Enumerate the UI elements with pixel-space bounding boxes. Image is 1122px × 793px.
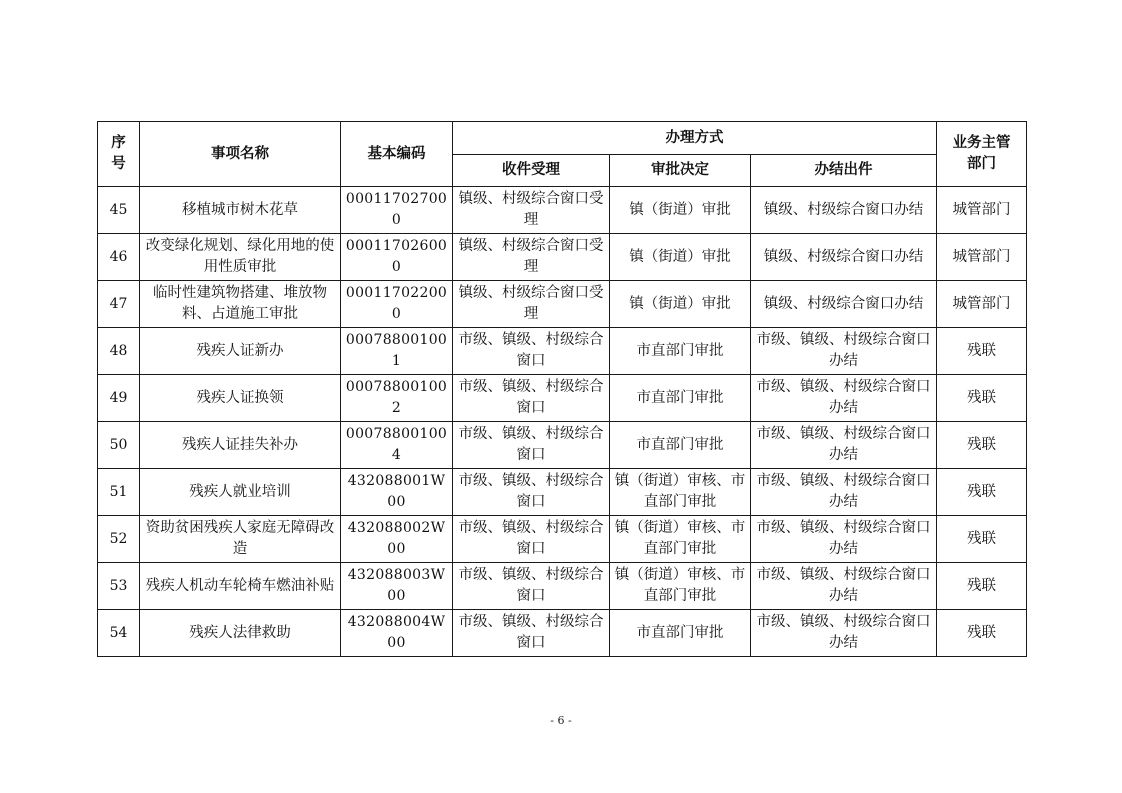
cell-item-name: 临时性建筑物搭建、堆放物料、占道施工审批 [140,281,341,328]
cell-receive: 市级、镇级、村级综合窗口 [453,516,610,563]
cell-basic-code: 000117026000 [341,234,453,281]
header-basic-code: 基本编码 [341,122,453,187]
cell-seq: 49 [98,375,140,422]
table-row [98,375,1027,422]
cell-receive: 镇级、村级综合窗口受理 [453,187,610,234]
cell-item-name: 残疾人证新办 [140,328,341,375]
cell-seq: 46 [98,234,140,281]
table-body [98,187,1027,657]
cell-dept: 残联 [937,375,1027,422]
header-dept-label: 业务主管 部门 [952,135,1011,172]
cell-basic-code: 000788001002 [341,375,453,422]
cell-item-name: 残疾人证换领 [140,375,341,422]
cell-complete: 镇级、村级综合窗口办结 [751,187,937,234]
cell-seq: 51 [98,469,140,516]
header-approve: 审批决定 [610,155,751,187]
cell-approve: 镇（街道）审批 [610,234,751,281]
cell-complete: 市级、镇级、村级综合窗口办结 [751,516,937,563]
table-row [98,422,1027,469]
cell-complete: 市级、镇级、村级综合窗口办结 [751,422,937,469]
cell-item-name: 改变绿化规划、绿化用地的使用性质审批 [140,234,341,281]
cell-basic-code: 432088002W00 [341,516,453,563]
cell-receive: 市级、镇级、村级综合窗口 [453,563,610,610]
header-method-group: 办理方式 [453,122,937,155]
table-row [98,281,1027,328]
cell-seq: 53 [98,563,140,610]
cell-item-name: 移植城市树木花草 [140,187,341,234]
cell-seq: 54 [98,610,140,657]
cell-complete: 市级、镇级、村级综合窗口办结 [751,610,937,657]
cell-dept: 残联 [937,469,1027,516]
cell-basic-code: 000788001004 [341,422,453,469]
header-item-name: 事项名称 [140,122,341,187]
cell-complete: 市级、镇级、村级综合窗口办结 [751,328,937,375]
cell-receive: 市级、镇级、村级综合窗口 [453,422,610,469]
table-row [98,516,1027,563]
cell-basic-code: 000788001001 [341,328,453,375]
cell-basic-code: 432088003W00 [341,563,453,610]
cell-item-name: 残疾人法律救助 [140,610,341,657]
cell-dept: 残联 [937,422,1027,469]
table-row [98,610,1027,657]
cell-approve: 市直部门审批 [610,328,751,375]
cell-seq: 48 [98,328,140,375]
cell-basic-code: 000117027000 [341,187,453,234]
cell-complete: 市级、镇级、村级综合窗口办结 [751,563,937,610]
cell-basic-code: 000117022000 [341,281,453,328]
table-row [98,187,1027,234]
cell-complete: 镇级、村级综合窗口办结 [751,234,937,281]
service-items-table [97,121,1027,657]
cell-receive: 市级、镇级、村级综合窗口 [453,328,610,375]
cell-receive: 镇级、村级综合窗口受理 [453,234,610,281]
cell-approve: 镇（街道）审批 [610,187,751,234]
cell-approve: 镇（街道）审批 [610,281,751,328]
cell-complete: 镇级、村级综合窗口办结 [751,281,937,328]
cell-seq: 52 [98,516,140,563]
cell-item-name: 残疾人就业培训 [140,469,341,516]
header-seq-label: 序 号 [111,135,126,172]
cell-dept: 残联 [937,563,1027,610]
cell-dept: 城管部门 [937,234,1027,281]
cell-receive: 市级、镇级、村级综合窗口 [453,610,610,657]
page-number: - 6 - [550,714,572,727]
header-complete: 办结出件 [751,155,937,187]
table-row [98,328,1027,375]
cell-approve: 市直部门审批 [610,422,751,469]
cell-approve: 镇（街道）审核、市直部门审批 [610,516,751,563]
cell-receive: 市级、镇级、村级综合窗口 [453,375,610,422]
table-row [98,469,1027,516]
cell-approve: 市直部门审批 [610,610,751,657]
cell-basic-code: 432088001W00 [341,469,453,516]
cell-approve: 镇（街道）审核、市直部门审批 [610,469,751,516]
table-row [98,563,1027,610]
cell-approve: 市直部门审批 [610,375,751,422]
cell-dept: 残联 [937,328,1027,375]
cell-dept: 残联 [937,610,1027,657]
cell-basic-code: 432088004W00 [341,610,453,657]
header-dept [937,122,1027,187]
cell-seq: 47 [98,281,140,328]
cell-complete: 市级、镇级、村级综合窗口办结 [751,375,937,422]
header-receive: 收件受理 [453,155,610,187]
cell-dept: 城管部门 [937,281,1027,328]
cell-item-name: 资助贫困残疾人家庭无障碍改造 [140,516,341,563]
cell-receive: 市级、镇级、村级综合窗口 [453,469,610,516]
cell-item-name: 残疾人机动车轮椅车燃油补贴 [140,563,341,610]
cell-dept: 城管部门 [937,187,1027,234]
header-row-1 [98,122,1027,155]
table-row [98,234,1027,281]
cell-item-name: 残疾人证挂失补办 [140,422,341,469]
cell-receive: 镇级、村级综合窗口受理 [453,281,610,328]
cell-approve: 镇（街道）审核、市直部门审批 [610,563,751,610]
cell-complete: 市级、镇级、村级综合窗口办结 [751,469,937,516]
cell-seq: 45 [98,187,140,234]
cell-dept: 残联 [937,516,1027,563]
header-seq [98,122,140,187]
cell-seq: 50 [98,422,140,469]
